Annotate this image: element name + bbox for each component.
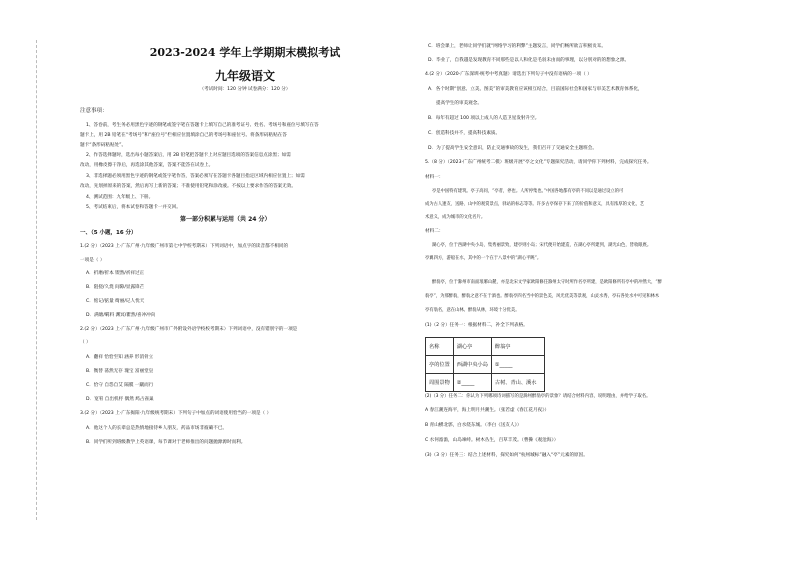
q3-stem: 3.(2 分）（2023 上·广东揭阳·九年级统考期末）下列句子中加点的词语使用恰当的一项是（ ） [80,411,272,416]
q3-option-c: C．班会课上，老师让同学们就“网络学习的利弊”主题发言，同学们畅所欲言积极贡耳。 [428,44,606,49]
notice-line: 1、答卷前，考生务必用黑色字迹的钢笔或签字笔在答题卡上填写自己的准考证号、姓名、考场号和座位号填写在答 [86,123,319,128]
q2-stem: 2.(2 分）（2023 上·广东广州·九年级广州市广外附设外语学校校考期末）下列词语中，没有错别字的一项是 [80,327,298,332]
material-1-line: 术意义，成为城市的文化名片。 [425,215,486,220]
q1-stem-cont: 一项是（ ） [80,258,105,263]
table-cell: 西湖中央小岛 [453,356,491,374]
material-2-line: 翁亭”，为那醉翁，醉翁之意不在于酒也。醉翁亭四名当中的景色美，风光优美等景观，山灵水秀，亭石各处水中可见和林木 [425,294,660,299]
table-row [426,356,545,374]
table-cell: ②_____ [453,374,491,392]
exam-title: 2023-2024 学年上学期期末模拟考试 [149,46,341,59]
q5-stem: 5.（8 分）（2023·广东广州统考二模）班级开展“亭之文化”专题探究活动，请同学你下列材料，完成探究任务。 [425,160,652,165]
material-2-line: 湖心亭，位于西湖中央小岛，集秀丽景致，建亭则小岛；宋代便开始建造，在湖心亭所建到，湖光山色，皆收眼底。 [432,243,652,248]
q1-option-c: C．惦记/掂量 绮丽/记人忧天 [86,299,145,304]
material-1-line: 成为古人逢友、送路、山中的观赏景点，驿站的标志等等。许多古亭保存下来了的价值和意义，具有浓厚的文化，艺 [425,202,645,207]
table-header-cell: 名称 [426,338,454,356]
material-2-line: 亭有翁名，意在山林。醉翁从林，环境十分优美。 [425,308,520,313]
task2-option-b: B 青山横北郭，白水绕东城。（李白《送友人》） [425,423,522,428]
table-header-row [426,338,545,356]
q1-option-b: B．阻挠/久烧 间隙/显露锋芒 [86,285,145,290]
q4-option-d: D．为了提高学生安全意识，防止交通事故的发生，我们召开了交通安全主题班会。 [428,146,597,151]
q3-option-d: D．毕业了，自我越是发现教育不同那些是以人和化是毛羽未由而的事理，以分别对的的想象之源。 [428,58,630,63]
table-cell: 周围景物 [426,374,454,392]
q4-option-a: A．各个时期“创意、立美、图美”的审美教育应该相互结合，目前国际社会和国家与审美艺术教育体系化， [428,87,643,92]
table-header-cell: 醉翁亭 [491,338,544,356]
q4-option-a-cont: 提高学生的审美观念。 [436,101,482,106]
task2-option-a: A 春江潮连海平，海上明月共潮生。（张若虚《春江花月夜》） [425,408,550,413]
task3-stem: (3)（3 分）任务三：结合上述材料，探究如何“杭州城标”融入“亭”元素的原因。 [425,453,588,458]
notice-line: 2、作答选择题时，选出每小题答案后，用 2B 铅笔把答题卡上对应题目选项的答案信息点涂黑；如需 [86,153,291,158]
material-2-title: 材料二： [425,229,444,234]
notice-line: 5、考试结束后，将本试卷和答题卡一并交回。 [86,205,181,210]
table-cell: ①_____ [491,356,544,374]
notice-line: 3、非选择题必须用黑色字迹的钢笔或签字笔作答，答案必须写在答题卡各题目指定区域内相应位置上；如需 [86,174,305,179]
section-heading: 一、（5 小题，16 分） [80,230,137,236]
q2-stem-cont: （ ） [80,340,91,345]
q3-option-b: B．同学们听到班级教学上英语课，每节课对于老师推出的问题抛源源时而利。 [86,440,246,445]
info-table [425,337,545,392]
q4-option-b: B．每年有超过 100 项以上成人的人造卫星发射升空。 [428,116,540,121]
notice-line: 题卡“条形码粘贴处”。 [80,143,127,148]
table-cell: 古树、青山、溪水 [491,374,544,392]
q2-option-a: A．翻祥 恰恰至知 涵养 形消骨立 [86,355,154,360]
q1-option-a: A．折磨/折本 锲然/祈祥过正 [86,271,145,276]
notice-line: 4、测试范围：九年级上、下册。 [86,195,154,200]
fold-line [22,40,37,520]
notice-line: 改动，先划掉原来的答案，然后再写上新的答案；不准使用铅笔和涂改液。不按以上要求作答的答案无效。 [80,184,296,189]
material-2-line: 醉翁亭，位于滁州市南面琅琊山麓，亦是北宋文学家欧阳修任滁州太守时所作名亭所建，是欧阳修所有亭中的冲然大，“醉 [432,280,662,285]
subject-title: 九年级语文 [214,69,275,83]
q1-option-d: D．满塘/羁料 渊冥/瞿然/喜冲冲向 [86,313,156,318]
notice-heading: 注意事项： [80,108,108,114]
q4-stem: 4.(2 分）（2020·广东深圳·统考中考真题）请选出下列句子中没有语病的一项（ ） [425,72,592,77]
material-2-line: 亭翼四方，游船在水，其中的一个在于八景中的“湖心平眺”。 [425,256,542,261]
notice-line: 改动，用橡皮擦干净后，再选涂其他答案，答案不能答在试卷上。 [80,163,214,168]
task1-stem: (1)（2 分）任务一：根据材料二，补全下列表格。 [425,323,528,328]
q2-option-d: D．宽宥 自出机杼 偶然 鸠占雀巢 [86,397,154,402]
q1-stem: 1.(2 分）（2023 上·广东广州·九年级广州市第七中学校考期末）下列词语中，加点字的读音都不相同的 [80,244,289,249]
q2-option-c: C．恰守 自怨自艾 隔膜 一蹴而行 [86,383,154,388]
table-header-cell: 湖心亭 [453,338,491,356]
table-row [426,374,545,392]
part1-title: 第一部分积累与运用（共 24 分） [180,216,271,223]
material-1-line: 亭是中国特有建筑。亭子高同，“亭者，停也。人所停集也。”中国各地都有亭的不同以是通过设立的可 [432,189,624,194]
q2-option-b: B．衡替 荡然无存 瑰宝 富丽堂皇 [86,369,154,374]
task2-stem: (2)（3 分）任务二：你认为下列哪项诗词描写的是滁州醉翁亭的景象？请结合材料内容，说明理由，并给学子取名。 [425,394,651,399]
table-cell: 亭的位置 [426,356,454,374]
q4-option-c: C．创造科技并不，提高科技素质。 [428,131,501,136]
notice-line: 题卡上，用 2B 铅笔在“考场号”和“座位号”栏相应位置填涂自己的考场号和座位号。将条形码粘贴在答 [80,133,287,138]
material-1-title: 材料一： [425,175,444,180]
q3-option-a: A．他这个人的长辈总是热情地接待乡人朋友，药品市场非彼确不已。 [86,426,227,431]
exam-meta: （考试时间：120 分钟 试卷满分：120 分） [199,87,291,92]
task2-option-c: C 水何澹澹，山岛竦峙。树木丛生，百草丰茂。（曹操《观沧海》） [425,438,559,443]
